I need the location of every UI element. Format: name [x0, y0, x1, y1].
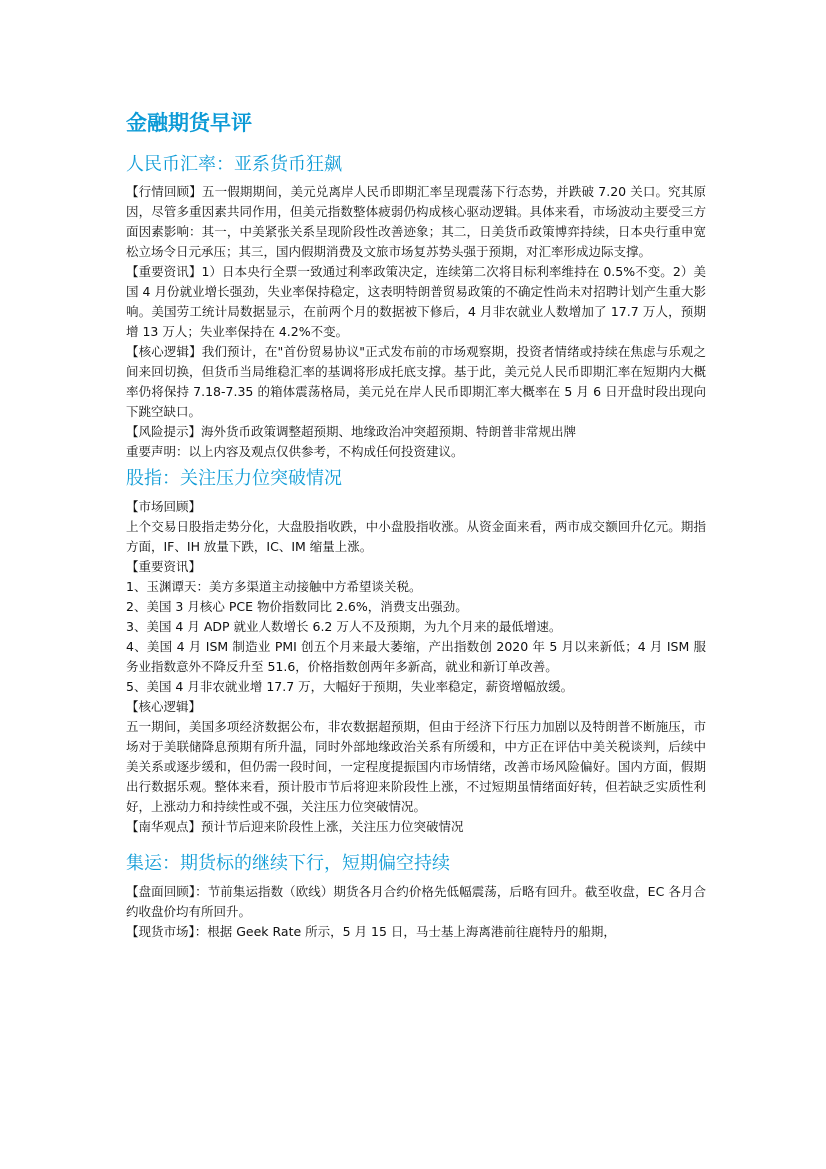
paragraph — [126, 342, 706, 422]
paragraph — [126, 182, 706, 262]
paragraph — [126, 517, 706, 557]
paragraph-text: 五一假期期间，美元兑离岸人民币即期汇率呈现震荡下行态势，并跌破 7.20 关口。究其原因，尽管多重因素共同作用，但美元指数整体疲弱仍构成核心驱动逻辑。具体来看，市场波动主要受三方面因素影响：其一，中美紧张关系呈现阶段性改善迹象；其二，日美货币政策博弈持续，日本央行重申宽松立场令日元承压；其三，国内假期消费及文旅市场复苏势头强于预期，对汇率形成边际支撑。 — [126, 184, 706, 259]
document-title: 金融期货早评 — [126, 111, 252, 135]
list-item — [126, 617, 706, 637]
paragraph-heading-line — [126, 557, 706, 577]
paragraph-heading: 【风险提示】 — [126, 424, 202, 439]
section-rmb — [126, 150, 706, 462]
paragraph-text: 5、美国 4 月非农就业增 17.7 万，大幅好于预期，失业率稳定，薪资增幅放缓。 — [126, 679, 574, 694]
paragraph-text: 重要声明：以上内容及观点仅供参考，不构成任何投资建议。 — [126, 444, 464, 459]
section-title: 人民币汇率：亚系货币狂飙 — [126, 154, 342, 175]
paragraph — [126, 717, 706, 817]
document-content — [126, 108, 706, 942]
paragraph-text: 上个交易日股指走势分化，大盘股指收跌，中小盘股指收涨。从资金面来看，两市成交额回升亿元。期指方面，IF、IH 放量下跌，IC、IM 缩量上涨。 — [126, 519, 706, 554]
paragraph-text: 预计节后迎来阶段性上涨，关注压力位突破情况 — [201, 819, 464, 834]
paragraph — [126, 817, 706, 837]
paragraph — [126, 422, 706, 442]
paragraph-heading: 【市场回顾】 — [126, 499, 202, 514]
paragraph-heading: 【行情回顾】 — [126, 184, 202, 199]
paragraph-text: 2、美国 3 月核心 PCE 物价指数同比 2.6%，消费支出强劲。 — [126, 599, 468, 614]
list-item — [126, 677, 706, 697]
paragraph-heading: 【盘面回顾】 — [126, 884, 196, 899]
paragraph-text: 五一期间，美国多项经济数据公布，非农数据超预期，但由于经济下行压力加剧以及特朗普不断施压，市场对于美联储降息预期有所升温，同时外部地缘政治关系有所缓和，中方正在评估中美关税谈判，后续中美关系或逐步缓和，但仍需一段时间，一定程度提振国内市场情绪，改善市场风险偏好。国内方面，假期出行数据乐观。整体来看，预计股市节后将迎来阶段性上涨，不过短期虽情绪面好转，但若缺乏实质性利好，上涨动力和持续性或不强，关注压力位突破情况。 — [126, 719, 706, 814]
list-item — [126, 577, 706, 597]
section-title: 股指：关注压力位突破情况 — [126, 468, 342, 489]
paragraph-text: ：节前集运指数（欧线）期货各月合约价格先低幅震荡，后略有回升。截至收盘，EC 各月合约收盘价均有所回升。 — [126, 884, 706, 919]
disclaimer — [126, 442, 706, 462]
section-title: 集运：期货标的继续下行，短期偏空持续 — [126, 853, 450, 874]
paragraph-text: 我们预计，在"首份贸易协议"正式发布前的市场观察期，投资者情绪或持续在焦虑与乐观之间来回切换，但货币当局维稳汇率的基调将形成托底支撑。基于此，美元兑人民币即期汇率在短期内大概率仍将保持 7.18-7.35 的箱体震荡格局，美元兑在岸人民币即期汇率大概率在 5 月 6 日开盘时段出现向下跳空缺口。 — [126, 344, 706, 419]
paragraph-heading: 【核心逻辑】 — [126, 699, 202, 714]
paragraph-text: 1、玉渊谭天：美方多渠道主动接触中方希望谈关税。 — [126, 579, 422, 594]
paragraph-text: 3、美国 4 月 ADP 就业人数增长 6.2 万人不及预期，为九个月来的最低增速。 — [126, 619, 562, 634]
paragraph-heading-line — [126, 497, 706, 517]
list-item — [126, 637, 706, 677]
paragraph-text: 4、美国 4 月 ISM 制造业 PMI 创五个月来最大萎缩，产出指数创 2020 年 5 月以来新低；4 月 ISM 服务业指数意外不降反升至 51.6，价格指数创两年多新高，就业和新订单改善。 — [126, 639, 706, 674]
paragraph — [126, 922, 706, 942]
paragraph-text: ：根据 Geek Rate 所示，5 月 15 日，马士基上海离港前往鹿特丹的船期， — [194, 924, 616, 939]
paragraph-heading-line — [126, 697, 706, 717]
paragraph-heading: 【南华观点】 — [126, 819, 202, 834]
paragraph — [126, 262, 706, 342]
paragraph-heading: 【重要资讯】 — [126, 264, 202, 279]
paragraph — [126, 882, 706, 922]
paragraph-heading: 【重要资讯】 — [126, 559, 202, 574]
paragraph-heading: 【现货市场】 — [126, 924, 195, 939]
list-item — [126, 597, 706, 617]
section-stock-index — [126, 464, 706, 837]
paragraph-heading: 【核心逻辑】 — [126, 344, 202, 359]
section-shipping — [126, 849, 706, 942]
paragraph-text: 海外货币政策调整超预期、地缘政治冲突超预期、特朗普非常规出牌 — [201, 424, 577, 439]
paragraph-text: 1）日本央行全票一致通过利率政策决定，连续第二次将目标利率维持在 0.5%不变。2）美国 4 月份就业增长强劲，失业率保持稳定，这表明特朗普贸易政策的不确定性尚未对招聘计划产生重大影响。美国劳工统计局数据显示，在前两个月的数据被下修后，4 月非农就业人数增加了 17.7 万人，预期增 13 万人；失业率保持在 4.2%不变。 — [126, 264, 706, 339]
